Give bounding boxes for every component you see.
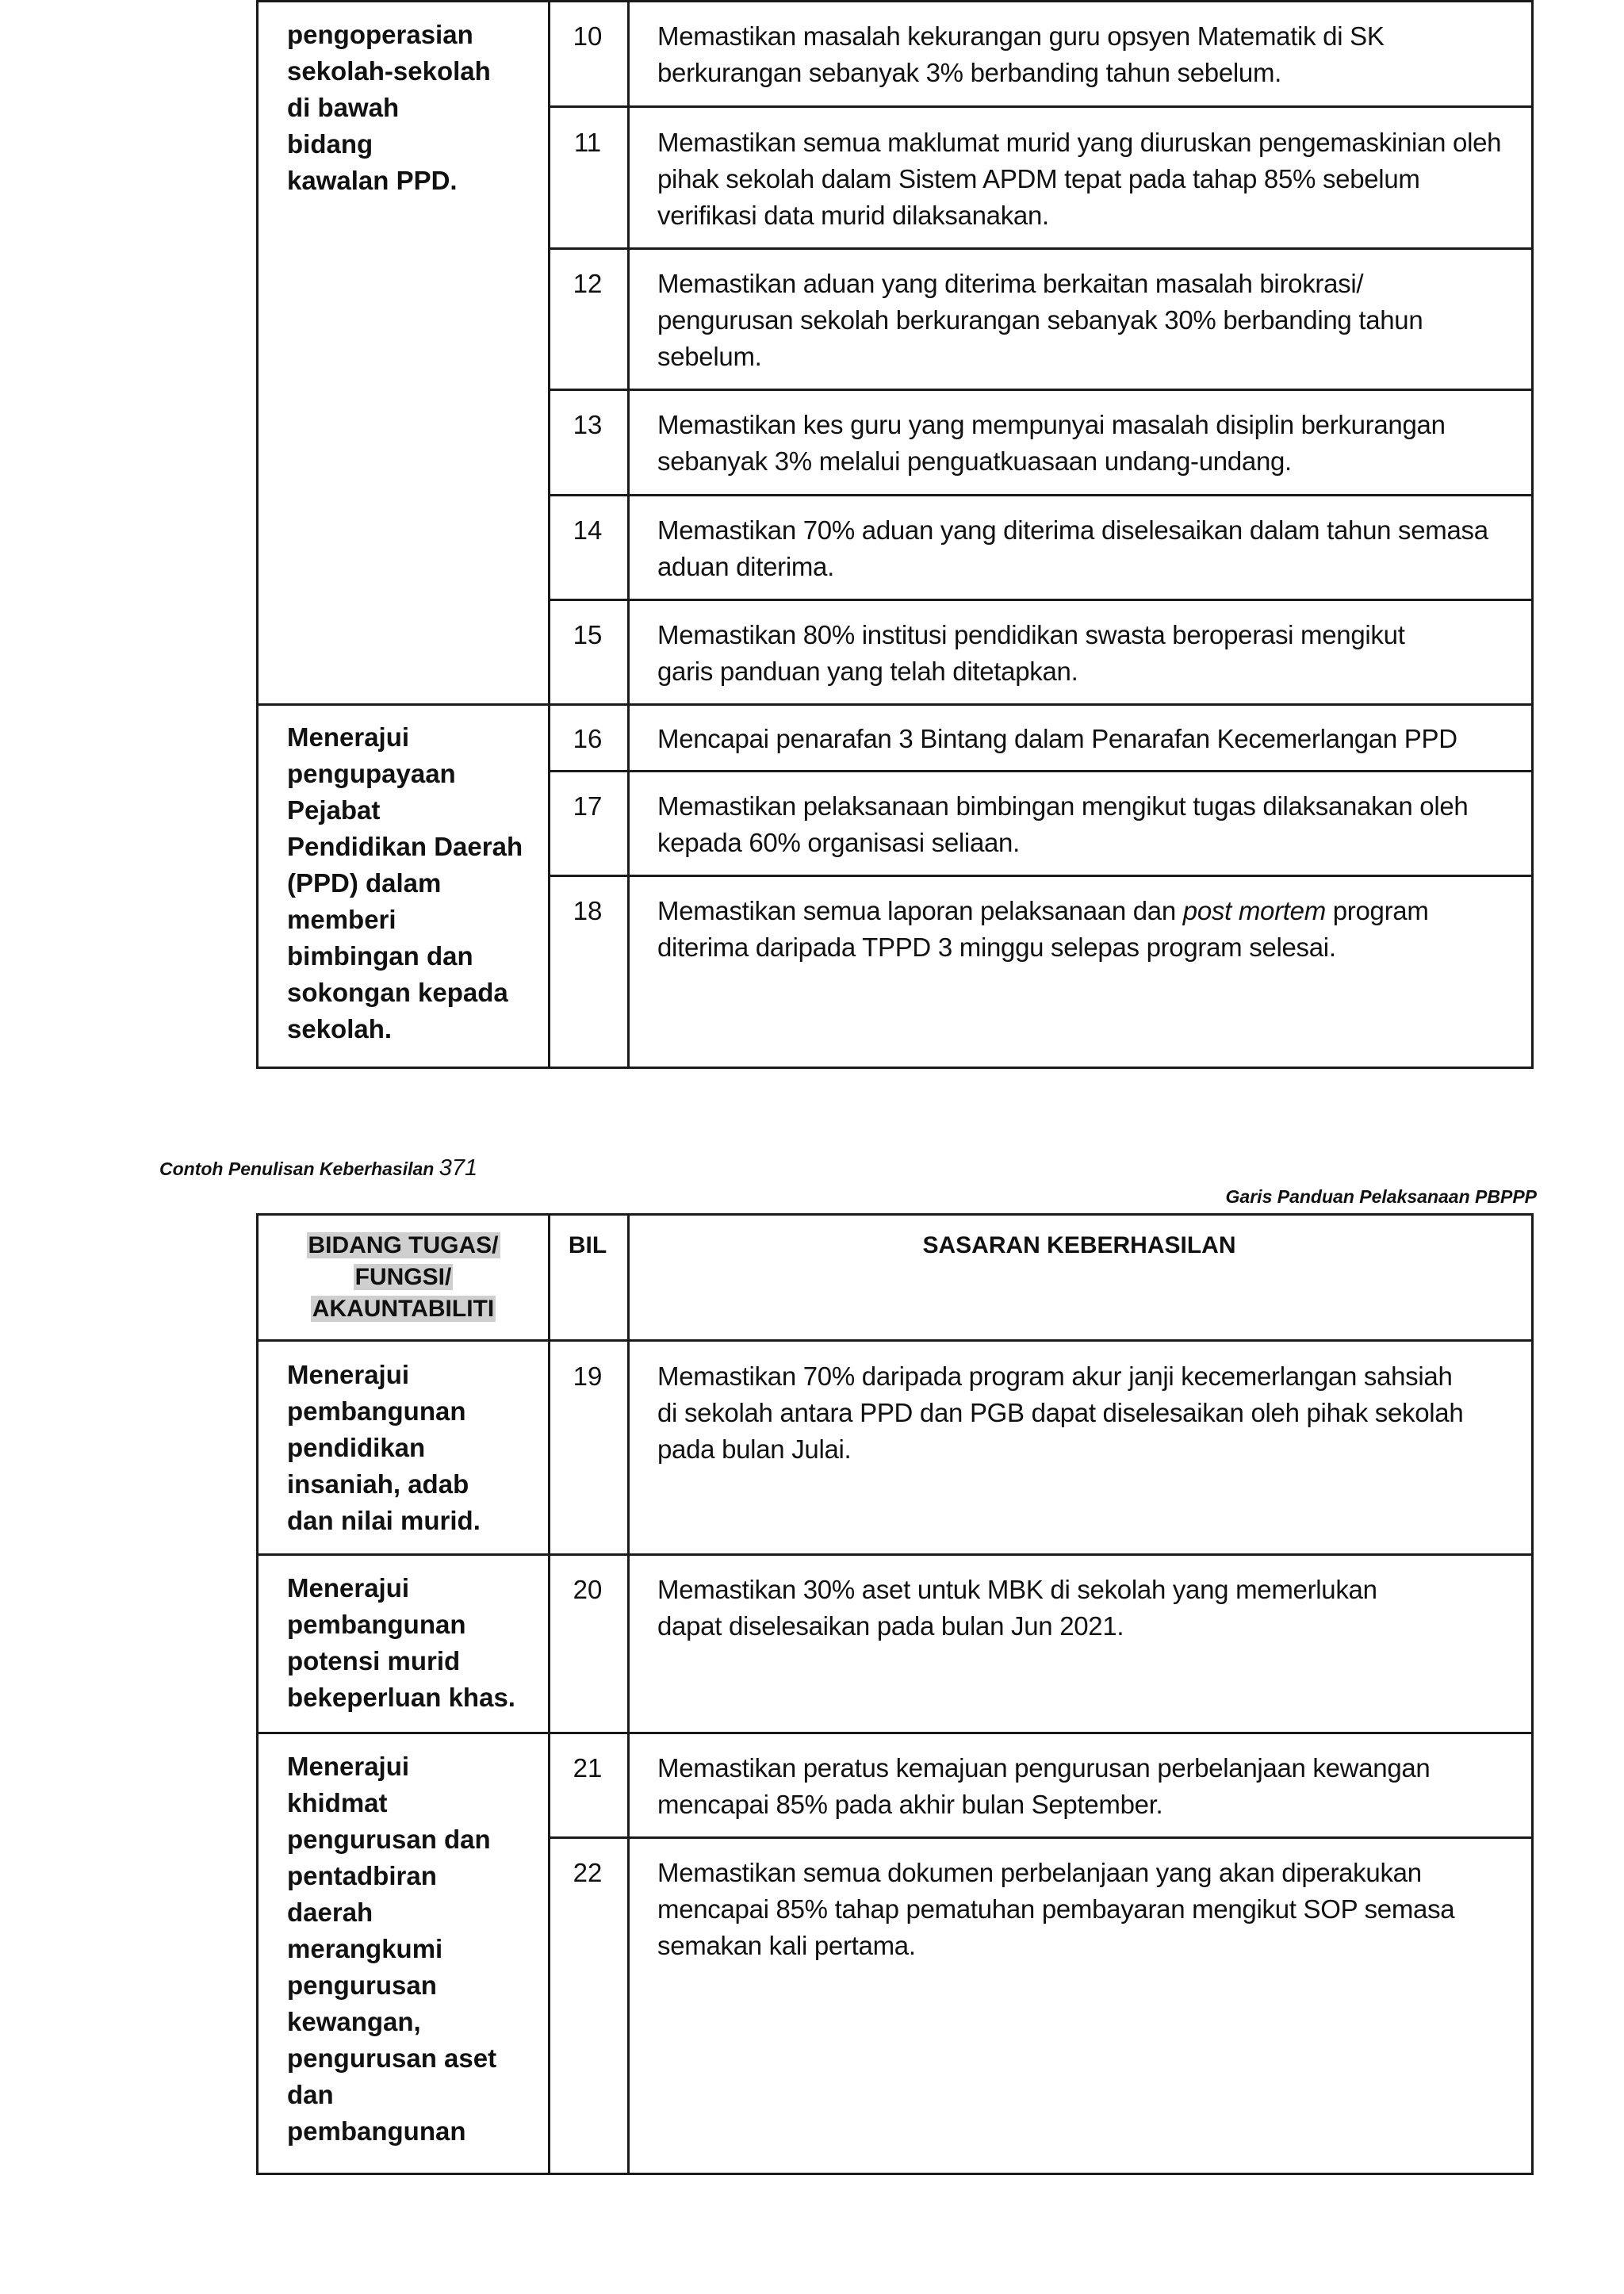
row-divider: [548, 1836, 1531, 1839]
area-text: pentadbiran: [287, 1861, 437, 1890]
target-fragment: Memastikan semua laporan pelaksanaan dan: [657, 896, 1183, 925]
target-line: Mencapai penarafan 3 Bintang dalam Penarafan Kecemerlangan PPD: [657, 724, 1457, 753]
area-text: khidmat: [287, 1788, 388, 1817]
target-line: pada bulan Julai.: [657, 1434, 852, 1464]
target-line: Memastikan pelaksanaan bimbingan mengikut tugas dilaksanakan oleh: [657, 791, 1469, 821]
section-divider: [259, 1553, 1531, 1556]
area-cell: [287, 719, 541, 1047]
area-text: kawalan PPD.: [287, 166, 458, 195]
column-divider: [627, 2, 630, 1067]
target-line: sebanyak 3% melalui penguatkuasaan undang-undang.: [657, 446, 1292, 476]
area-text: di bawah: [287, 93, 400, 122]
area-text: Pendidikan Daerah: [287, 832, 523, 861]
target-line: garis panduan yang telah ditetapkan.: [657, 657, 1078, 686]
area-text: pembangunan: [287, 1396, 466, 1426]
row-number: 13: [573, 410, 603, 439]
area-text: sekolah-sekolah: [287, 56, 491, 86]
area-text: daerah: [287, 1898, 373, 1927]
row-number: 15: [573, 620, 603, 649]
target-text: [657, 407, 1522, 480]
target-line: verifikasi data murid dilaksanakan.: [657, 201, 1049, 230]
target-text: [657, 721, 1522, 757]
row-number: 16: [573, 724, 603, 753]
row-divider: [548, 875, 1531, 877]
area-text: bimbingan dan: [287, 941, 473, 971]
target-line: Memastikan 30% aset untuk MBK di sekolah yang memerlukan: [657, 1575, 1377, 1604]
target-line: dapat diselesaikan pada bulan Jun 2021.: [657, 1611, 1124, 1641]
row-number: 19: [573, 1361, 603, 1391]
target-line: sebelum.: [657, 342, 762, 371]
area-text: bekeperluan khas.: [287, 1683, 515, 1712]
target-line: pengurusan sekolah berkurangan sebanyak 30% berbanding tahun: [657, 305, 1423, 335]
area-cell: [287, 17, 541, 199]
area-cell: [287, 1357, 541, 1539]
target-line: kepada 60% organisasi seliaan.: [657, 828, 1020, 857]
target-line: mencapai 85% pada akhir bulan September.: [657, 1790, 1163, 1819]
target-line: Memastikan semua dokumen perbelanjaan yang akan diperakukan: [657, 1858, 1422, 1887]
target-line: Memastikan semua maklumat murid yang diuruskan pengemaskinian oleh: [657, 128, 1502, 157]
target-line: di sekolah antara PPD dan PGB dapat diselesaikan oleh pihak sekolah: [657, 1398, 1464, 1427]
section-divider: [259, 1732, 1531, 1734]
row-number: 21: [573, 1753, 603, 1783]
header-sasaran: SASARAN KEBERHASILAN: [922, 1232, 1236, 1258]
target-line: aduan diterima.: [657, 552, 834, 581]
row-divider: [548, 389, 1531, 391]
target-text: [657, 1572, 1522, 1645]
target-text: [657, 266, 1522, 375]
area-text: pengurusan dan: [287, 1825, 491, 1854]
target-text: [657, 512, 1522, 585]
target-text: [657, 617, 1522, 690]
header-text: FUNGSI/: [354, 1264, 452, 1290]
area-text: dan nilai murid.: [287, 1506, 481, 1535]
target-line: berkurangan sebanyak 3% berbanding tahun sebelum.: [657, 58, 1282, 87]
row-divider: [548, 494, 1531, 496]
area-text: bidang: [287, 129, 373, 159]
section-divider: [259, 703, 1531, 706]
area-text: merangkumi: [287, 1934, 443, 1963]
caption-left: [159, 1155, 477, 1181]
area-text: sekolah.: [287, 1014, 393, 1044]
target-line: diterima daripada TPPD 3 minggu selepas program selesai.: [657, 933, 1336, 962]
area-text: Menerajui: [287, 722, 410, 752]
row-number: 17: [573, 791, 603, 821]
target-text: [657, 1750, 1522, 1823]
caption-text: Contoh Penulisan Keberhasilan: [159, 1158, 435, 1179]
target-fragment: program: [1325, 896, 1429, 925]
area-text: Menerajui: [287, 1360, 410, 1389]
header-text: BIDANG TUGAS/: [308, 1232, 499, 1258]
area-text: Pejabat: [287, 795, 381, 825]
area-text: Menerajui: [287, 1752, 410, 1781]
target-line: mencapai 85% tahap pematuhan pembayaran mengikut SOP semasa: [657, 1894, 1455, 1924]
row-number: 22: [573, 1858, 603, 1887]
row-divider: [548, 599, 1531, 601]
area-text: Menerajui: [287, 1573, 410, 1603]
row-number: 20: [573, 1575, 603, 1604]
area-text: pengurusan aset: [287, 2043, 497, 2073]
target-text: [657, 788, 1522, 861]
target-line: Memastikan masalah kekurangan guru opsyen Matematik di SK: [657, 21, 1385, 51]
header-divider: [259, 1339, 1531, 1342]
kpi-table: [256, 1213, 1534, 2175]
target-line: [657, 893, 1522, 929]
target-text: [657, 1855, 1522, 1964]
target-line: Memastikan kes guru yang mempunyai masalah disiplin berkurangan: [657, 410, 1446, 439]
row-number: 11: [573, 128, 602, 157]
area-text: kewangan,: [287, 2007, 421, 2036]
area-cell: [287, 1570, 541, 1716]
area-text: pengupayaan: [287, 759, 456, 788]
header-area: [259, 1230, 548, 1325]
area-text: pengurusan: [287, 1970, 437, 2000]
row-divider: [548, 770, 1531, 772]
area-text: potensi murid: [287, 1646, 461, 1676]
area-text: sokongan kepada: [287, 978, 508, 1007]
target-line: Memastikan 70% aduan yang diterima diselesaikan dalam tahun semasa: [657, 515, 1488, 545]
target-text: [657, 893, 1522, 966]
row-number: 14: [573, 515, 603, 545]
area-text: (PPD) dalam: [287, 868, 442, 898]
area-cell: [287, 1748, 541, 2150]
caption-right: Garis Panduan Pelaksanaan PBPPP: [1225, 1186, 1537, 1207]
area-text: pengoperasian: [287, 20, 473, 49]
row-number: 18: [573, 896, 603, 925]
target-emphasis: post mortem: [1182, 896, 1326, 925]
row-number: 12: [573, 269, 603, 298]
area-text: memberi: [287, 905, 396, 934]
target-line: Memastikan 70% daripada program akur janji kecemerlangan sahsiah: [657, 1361, 1453, 1391]
target-text: [657, 1358, 1522, 1468]
kpi-table-continued: [256, 0, 1534, 1069]
area-text: pembangunan: [287, 1610, 466, 1639]
row-divider: [548, 247, 1531, 250]
area-text: pendidikan: [287, 1433, 426, 1462]
area-text: insaniah, adab: [287, 1469, 469, 1499]
target-line: Memastikan peratus kemajuan pengurusan perbelanjaan kewangan: [657, 1753, 1431, 1783]
row-number: 10: [573, 21, 603, 51]
target-text: [657, 124, 1522, 234]
target-line: semakan kali pertama.: [657, 1931, 916, 1960]
target-line: pihak sekolah dalam Sistem APDM tepat pada tahap 85% sebelum: [657, 164, 1420, 193]
header-text: AKAUNTABILITI: [312, 1296, 495, 1322]
target-line: Memastikan 80% institusi pendidikan swasta beroperasi mengikut: [657, 620, 1405, 649]
page-number: 371: [439, 1155, 478, 1181]
area-text: dan: [287, 2080, 334, 2109]
target-text: [657, 18, 1522, 91]
row-divider: [548, 105, 1531, 108]
target-line: Memastikan aduan yang diterima berkaitan masalah birokrasi/: [657, 269, 1364, 298]
column-divider: [627, 1216, 630, 2173]
area-text: pembangunan: [287, 2116, 466, 2146]
header-bil: BIL: [568, 1232, 607, 1258]
